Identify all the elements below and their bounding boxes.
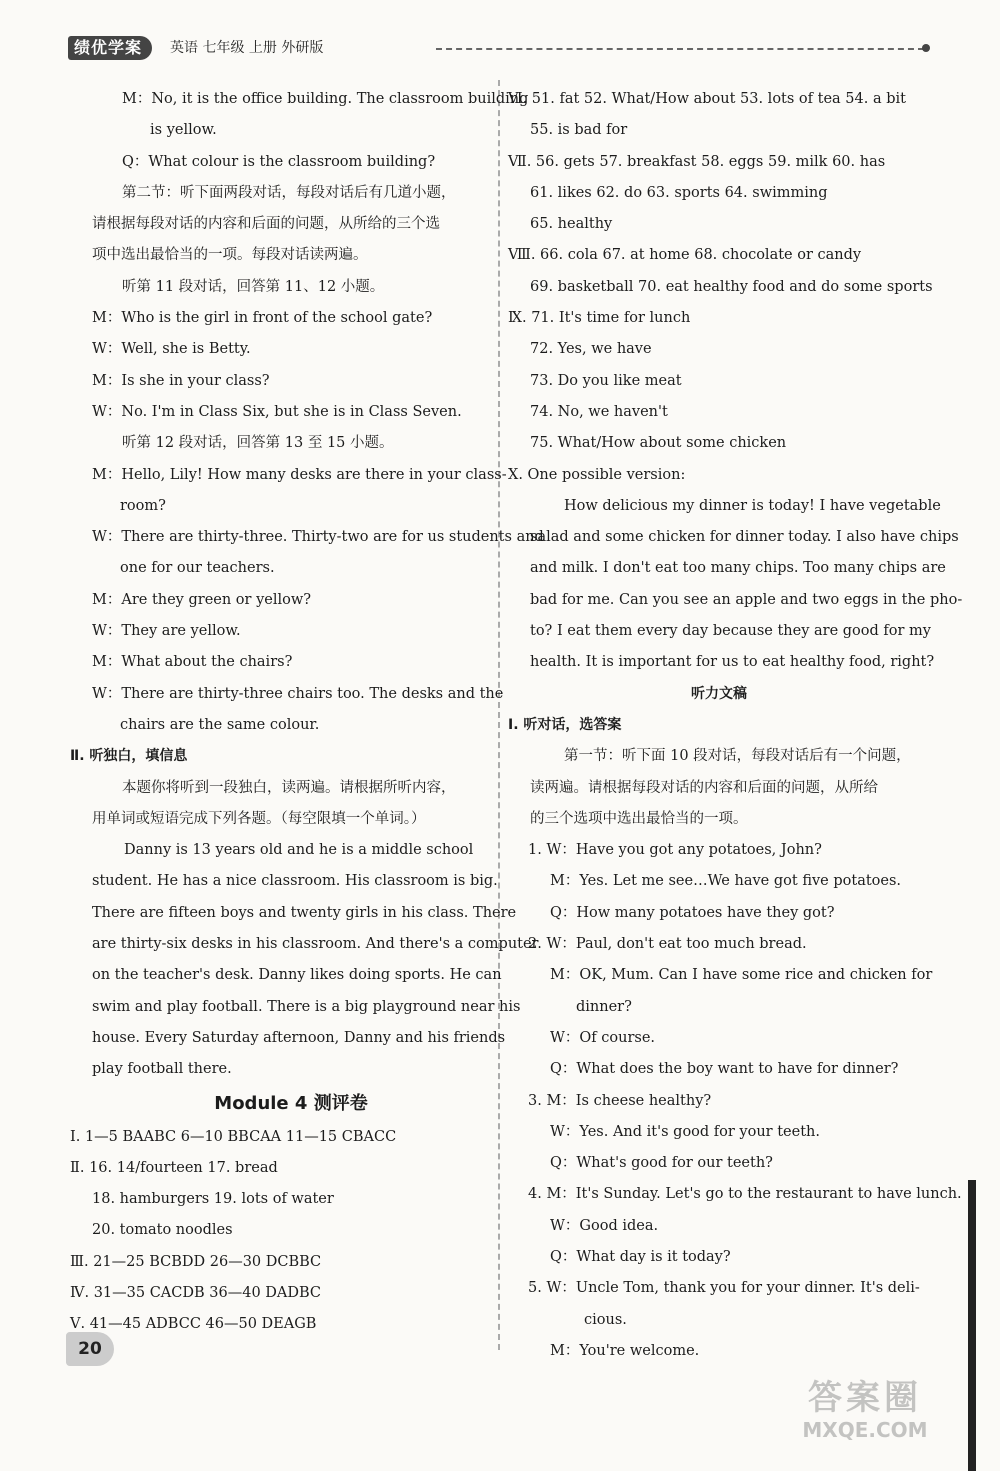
dialogue-line: 4. M：It's Sunday. Let's go to the restaurant to have lunch. xyxy=(528,1186,962,1203)
text-line: M：Who is the girl in front of the school gate? xyxy=(92,310,433,327)
dialogue-line: M：OK, Mum. Can I have some rice and chicken for xyxy=(550,967,933,984)
text-line: student. He has a nice classroom. His classroom is big. xyxy=(92,873,498,890)
text-line: M：Are they green or yellow? xyxy=(92,591,312,608)
watermark xyxy=(770,1378,960,1442)
text-line: 的三个选项中选出最恰当的一项。 xyxy=(530,810,748,827)
text-line: M：What about the chairs? xyxy=(92,654,293,671)
text-line: swim and play football. There is a big playground near his xyxy=(92,998,521,1015)
answer-line: 65. healthy xyxy=(530,216,613,233)
dialogue-line: Q：How many potatoes have they got? xyxy=(550,904,835,921)
text-line: W：There are thirty-three. Thirty-two are for us students and xyxy=(92,529,544,546)
essay-line: bad for me. Can you see an apple and two eggs in the pho- xyxy=(530,591,963,608)
watermark-url: MXQE.COM xyxy=(802,1418,928,1442)
text-line: There are fifteen boys and twenty girls in his class. There xyxy=(92,904,517,921)
text-line: M：No, it is the office building. The classroom building xyxy=(122,91,529,107)
text-line: play football there. xyxy=(92,1061,232,1078)
dialogue-line: cious. xyxy=(584,1311,627,1328)
answer-line: 55. is bad for xyxy=(530,122,628,139)
text-line: W：No. I'm in Class Six, but she is in Class Seven. xyxy=(92,403,462,420)
answer-line: Ⅰ. 1—5 BAABC 6—10 BBCAA 11—15 CBACC xyxy=(70,1128,397,1145)
text-line: M：Is she in your class? xyxy=(92,372,270,389)
dialogue-line: Q：What does the boy want to have for dinner? xyxy=(550,1061,899,1078)
dialogue-line: 2. W：Paul, don't eat too much bread. xyxy=(528,936,807,953)
page-header xyxy=(68,36,930,62)
text-line: chairs are the same colour. xyxy=(120,716,320,733)
answer-line: 61. likes 62. do 63. sports 64. swimming xyxy=(530,184,828,201)
dialogue-line: W：Of course. xyxy=(550,1029,656,1046)
answer-line: Ⅵ. 51. fat 52. What/How about 53. lots of tea 54. a bit xyxy=(508,91,906,107)
brand-logo: 绩优学案 xyxy=(68,36,152,60)
header-dashed-rule xyxy=(436,48,924,50)
text-line: on the teacher's desk. Danny likes doing sports. He can xyxy=(92,967,502,984)
dialogue-line: W：Good idea. xyxy=(550,1217,659,1234)
text-line: house. Every Saturday afternoon, Danny and his friends xyxy=(92,1029,506,1046)
answer-line: 74. No, we haven't xyxy=(530,403,668,420)
answer-line: Ⅴ. 41—45 ADBCC 46—50 DEAGB xyxy=(70,1316,317,1333)
text-line: one for our teachers. xyxy=(120,560,275,577)
answer-line: Ⅶ. 56. gets 57. breakfast 58. eggs 59. milk 60. has xyxy=(508,153,886,170)
text-line: 用单词或短语完成下列各题。（每空限填一个单词。） xyxy=(92,810,426,827)
answer-line: 69. basketball 70. eat healthy food and do some sports xyxy=(530,278,933,295)
answer-line: Ⅱ. 16. 14/fourteen 17. bread xyxy=(70,1159,278,1176)
essay-line: to? I eat them every day because they are good for my xyxy=(530,623,931,640)
text-line: 听第 11 段对话，回答第 11、12 小题。 xyxy=(122,278,385,295)
module-title: Module 4 测评卷 xyxy=(214,1092,368,1114)
answer-line: Ⅳ. 31—35 CACDB 36—40 DADBC xyxy=(70,1284,322,1301)
book-subtitle: 英语 七年级 上册 外研版 xyxy=(170,40,324,56)
transcript-title: 听力文稿 xyxy=(691,685,747,702)
column-divider xyxy=(498,80,500,1350)
dialogue-line: W：Yes. And it's good for your teeth. xyxy=(550,1123,820,1140)
dialogue-line: M：Yes. Let me see…We have got five potatoes. xyxy=(550,873,902,890)
dialogue-line: Q：What's good for our teeth? xyxy=(550,1155,773,1172)
essay-line: salad and some chicken for dinner today. I also have chips xyxy=(530,529,959,546)
answer-line: Ⅲ. 21—25 BCBDD 26—30 DCBBC xyxy=(70,1253,322,1270)
dialogue-line: 5. W：Uncle Tom, thank you for your dinner. It's deli- xyxy=(528,1280,920,1297)
text-line: 听第 12 段对话，回答第 13 至 15 小题。 xyxy=(122,435,394,452)
text-line: W：There are thirty-three chairs too. The desks and the xyxy=(92,685,504,702)
section-heading: Ⅱ. 听独白，填信息 xyxy=(70,748,188,765)
essay-line: health. It is important for us to eat healthy food, right? xyxy=(530,654,935,671)
header-dot-icon xyxy=(922,44,930,52)
text-line: 第二节：听下面两段对话，每段对话后有几道小题， xyxy=(122,184,456,201)
dialogue-line: dinner? xyxy=(576,998,632,1015)
text-line: 请根据每段对话的内容和后面的问题，从所给的三个选 xyxy=(92,216,440,233)
text-line: W：Well, she is Betty. xyxy=(92,341,251,358)
answer-line: Ⅹ. One possible version: xyxy=(508,466,686,483)
page-number: 20 xyxy=(66,1332,114,1366)
text-line: are thirty-six desks in his classroom. And there's a computer xyxy=(92,936,539,953)
left-column xyxy=(70,84,544,1341)
text-line: 第一节：听下面 10 段对话，每段对话后有一个问题， xyxy=(564,748,911,765)
text-line: 读两遍。请根据每段对话的内容和后面的问题，从所给 xyxy=(530,779,878,796)
dialogue-line: 3. M：Is cheese healthy? xyxy=(528,1092,712,1109)
text-line: W：They are yellow. xyxy=(92,623,241,640)
watermark-logo: 答案圈 xyxy=(808,1378,922,1418)
essay-line: and milk. I don't eat too many chips. Too many chips are xyxy=(530,560,946,577)
answer-line: 20. tomato noodles xyxy=(92,1222,233,1239)
answer-line: 73. Do you like meat xyxy=(530,372,682,389)
answer-line: 72. Yes, we have xyxy=(530,341,652,358)
text-line: 本题你将听到一段独白，读两遍。请根据所听内容， xyxy=(122,779,456,796)
dialogue-line: 1. W：Have you got any potatoes, John? xyxy=(528,842,822,859)
text-line: 项中选出最恰当的一项。每段对话读两遍。 xyxy=(92,247,368,264)
answer-line: Ⅸ. 71. It's time for lunch xyxy=(508,310,691,327)
answer-line: 18. hamburgers 19. lots of water xyxy=(92,1191,334,1208)
section-heading: Ⅰ. 听对话，选答案 xyxy=(508,716,622,733)
text-line: Danny is 13 years old and he is a middle school xyxy=(124,842,474,859)
answer-line: 75. What/How about some chicken xyxy=(530,435,787,452)
dialogue-line: M：You're welcome. xyxy=(550,1342,700,1359)
right-column xyxy=(508,84,963,1367)
page-edge-bar xyxy=(968,1180,976,1471)
text-line: M：Hello, Lily! How many desks are there in your class- xyxy=(92,466,507,483)
essay-line: How delicious my dinner is today! I have vegetable xyxy=(564,497,941,514)
text-line: room? xyxy=(120,497,166,514)
dialogue-line: Q：What day is it today? xyxy=(550,1248,731,1265)
answer-line: Ⅷ. 66. cola 67. at home 68. chocolate or candy xyxy=(508,247,862,264)
text-line: Q：What colour is the classroom building? xyxy=(122,153,436,170)
text-line: is yellow. xyxy=(150,122,217,139)
